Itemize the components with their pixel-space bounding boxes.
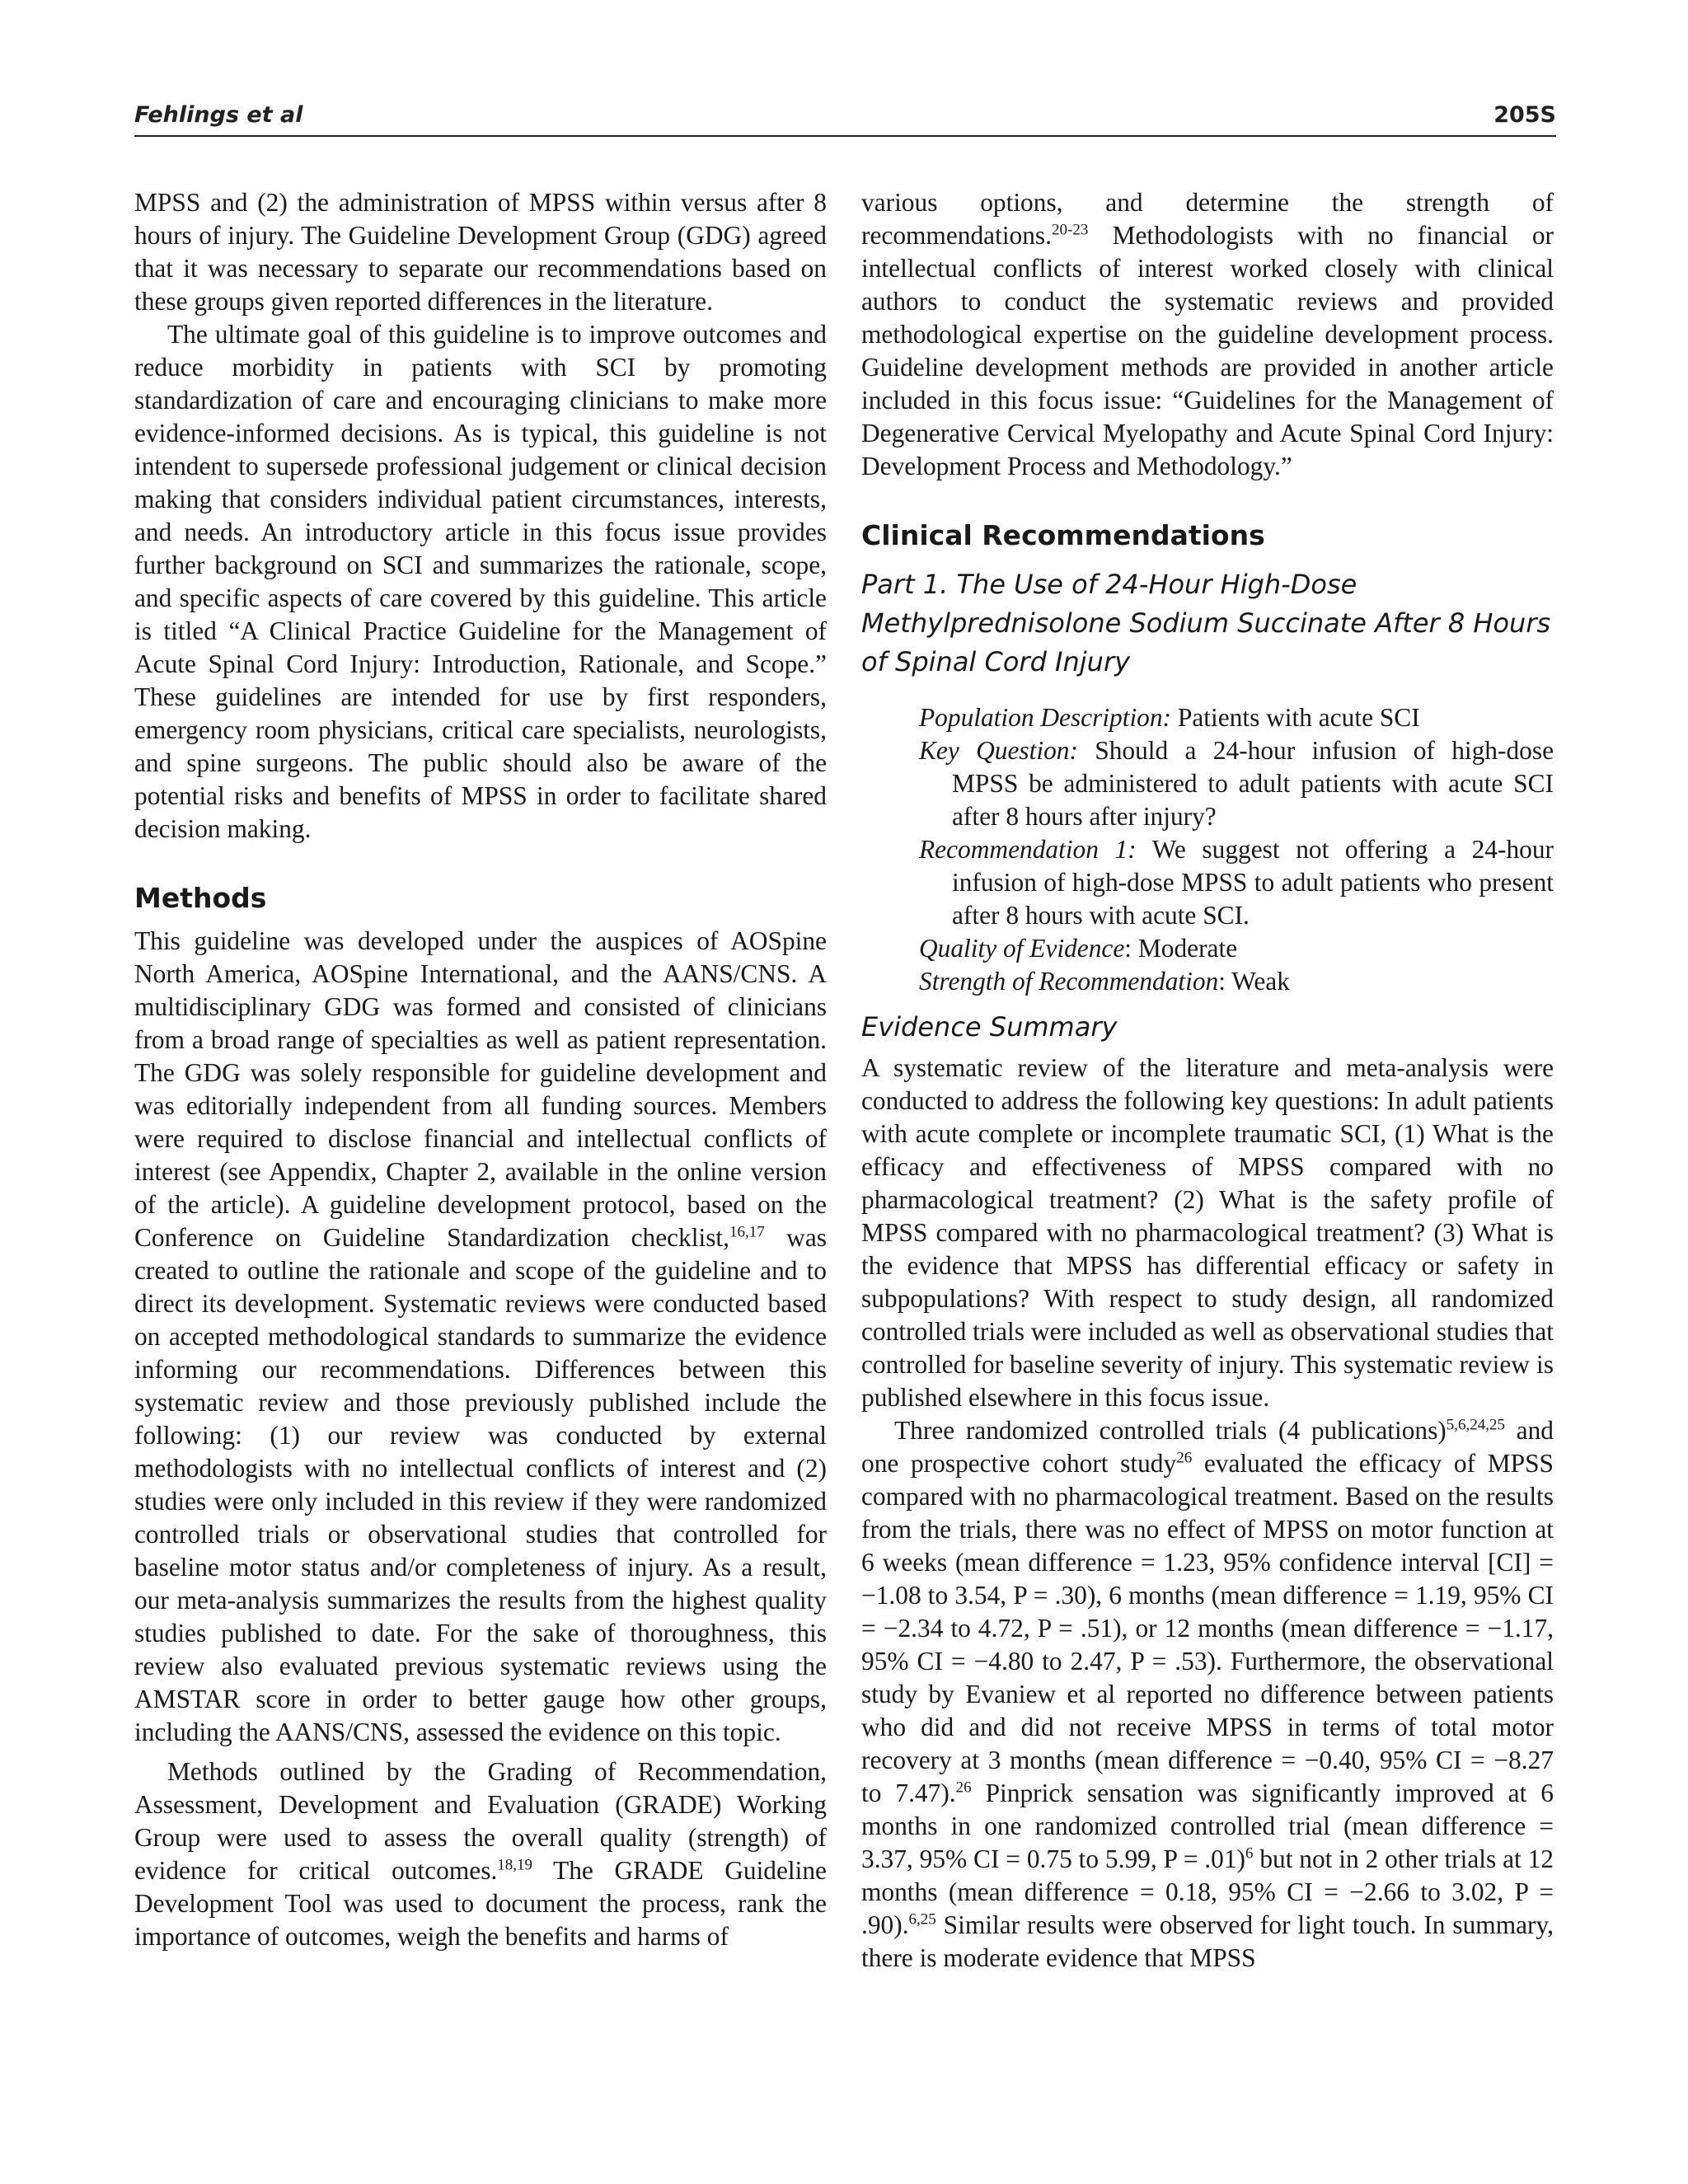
evidence-paragraph-2 [861, 1414, 1554, 1975]
citation-16-17: 16,17 [729, 1223, 765, 1241]
evidence-text-f: Similar results were observed for light touch. In summary, there is moderate evidence that MPSS [861, 1910, 1554, 1972]
cont-text-a: various options, and determine the strength of recommendations. [861, 188, 1554, 250]
evidence-text-d: Pinprick sensation was significantly improved at 6 months in one randomized controlled trial (mean difference = 3.37, 95% CI = 0.75 to 5.99, P = .01) [861, 1779, 1554, 1873]
recommendation-1-text: We suggest not offering a 24-hour infusion of high-dose MPSS to adult patients who present after 8 hours with acute SCI. [952, 835, 1554, 930]
key-question-label: Key Question: [919, 736, 1078, 765]
population-text: Patients with acute SCI [1177, 703, 1420, 732]
methods-paragraph [134, 925, 827, 1749]
grade-paragraph [134, 1755, 827, 1953]
strength-text: : Weak [1218, 967, 1290, 996]
grade-text-b: The GRADE Guideline Development Tool was used to document the process, rank the importance of outcomes, weigh the benefits and harms of [134, 1856, 827, 1951]
evidence-text-c: evaluated the efficacy of MPSS compared with no pharmacological treatment. Based on the results from the trials, there was no effect of MPSS on motor function at 6 weeks (mean difference = 1.23, 95% confidence interval [CI] = −1.08 to 3.54, P = .30), 6 months (mean difference = 1.19, 95% CI = −2.34 to 4.72, P = .51), or 12 months (mean difference = −1.17, 95% CI = −4.80 to 2.47, P = .53). Furthermore, the observational study by Evaniew et al reported no difference between patients who did and did not receive MPSS in terms of total motor recovery at 3 months (mean difference = −0.40, 95% CI = −8.27 to 7.47). [861, 1449, 1554, 1807]
evidence-text-a: Three randomized controlled trials (4 publications) [894, 1416, 1447, 1445]
right-column [861, 186, 1554, 1975]
methods-text-a: This guideline was developed under the auspices of AOSpine North America, AOSpine International, and the AANS/CNS. A multidisciplinary GDG was formed and consisted of clinicians from a broad range of specialties as well as patient representation. The GDG was solely responsible for guideline development and was editorially independent from all funding sources. Members were required to disclose financial and intellectual conflicts of interest (see Appendix, Chapter 2, available in the online version of the article). A guideline development protocol, based on the Conference on Guideline Standardization checklist, [134, 926, 827, 1252]
cont-text-b: Methodologists with no financial or intellectual conflicts of interest worked closely with clinical authors to conduct the systematic reviews and provided methodological expertise on the guideline development process. Guideline development methods are provided in another article included in this focus issue: “Guidelines for the Management of Degenerative Cervical Myelopathy and Acute Spinal Cord Injury: Development Process and Methodology.” [861, 221, 1554, 480]
grade-text-a: Methods outlined by the Grading of Recommendation, Assessment, Development and Evaluation (GRADE) Working Group were used to assess the overall quality (strength) of evidence for critical outcomes. [134, 1757, 827, 1885]
strength-label: Strength of Recommendation [919, 967, 1219, 996]
evidence-summary-heading: Evidence Summary [861, 1011, 1118, 1043]
methods-heading: Methods [134, 882, 267, 914]
citation-26a: 26 [1176, 1449, 1193, 1467]
citation-6: 6 [1245, 1844, 1254, 1863]
methods-paragraph-continued [861, 186, 1554, 483]
evidence-text-b: and one prospective cohort study [861, 1416, 1554, 1478]
header-page-number: 205S [1493, 102, 1556, 128]
methods-text-b: was created to outline the rationale and scope of the guideline and to direct its development. Systematic reviews were conducted based on accepted methodological standards to summarize the evidence informing our recommendations. Differences between this systematic review and those previously published include the following: (1) our review was conducted by external methodologists with no intellectual conflicts of interest and (2) studies were only included in this review if they were randomized controlled trials or observational studies that controlled for baseline motor status and/or completeness of injury. As a result, our meta-analysis summarizes the results from the highest quality studies published to date. For the sake of thoroughness, this review also evaluated previous systematic reviews using the AMSTAR score in order to better gauge how other groups, including the AANS/CNS, assessed the evidence on this topic. [134, 1223, 827, 1746]
citation-20-23: 20-23 [1052, 221, 1089, 239]
recommendation-1-line [919, 833, 1554, 932]
population-label: Population Description: [919, 703, 1172, 732]
citation-26b: 26 [955, 1779, 972, 1797]
key-question-text: Should a 24-hour infusion of high-dose MPSS be administered to adult patients with acute SCI after 8 hours after injury? [952, 736, 1554, 831]
evidence-paragraph-1: A systematic review of the literature and meta-analysis were conducted to address the following key questions: In adult patients with acute complete or incomplete traumatic SCI, (1) What is the efficacy and effectiveness of MPSS compared with no pharmacological treatment? (2) What is the safety profile of MPSS compared with no pharmacological treatment? (3) What is the evidence that MPSS has differential efficacy or safety in subpopulations? With respect to study design, all randomized controlled trials were included as well as observational studies that controlled for baseline severity of injury. This systematic review is published elsewhere in this focus issue. [861, 1053, 1554, 1412]
running-header [134, 99, 1556, 137]
goal-paragraph: The ultimate goal of this guideline is to improve outcomes and reduce morbidity in patients with SCI by promoting standardization of care and encouraging clinicians to make more evidence-informed decisions. As is typical, this guideline is not intendent to supersede professional judgement or clinical decision making that considers individual patient circumstances, interests, and needs. An introductory article in this focus issue provides further background on SCI and summarizes the rationale, scope, and specific aspects of care covered by this guideline. This article is titled “A Clinical Practice Guideline for the Management of Acute Spinal Cord Injury: Introduction, Rationale, and Scope.” These guidelines are intended for use by first responders, emergency room physicians, critical care specialists, neurologists, and spine surgeons. The public should also be aware of the potential risks and benefits of MPSS in order to facilitate shared decision making. [134, 320, 827, 843]
recommendation-1-label: Recommendation 1: [919, 835, 1137, 864]
citation-6-25: 6,25 [908, 1910, 936, 1929]
intro-paragraph-continued: MPSS and (2) the administration of MPSS within versus after 8 hours of injury. The Guideline Development Group (GDG) agreed that it was necessary to separate our recommendations based on these groups given reported differences in the literature. [134, 188, 827, 316]
key-question-line [919, 734, 1554, 833]
strength-line [919, 965, 1554, 998]
recommendation-block [919, 701, 1554, 998]
citation-18-19: 18,19 [497, 1856, 533, 1874]
header-authors: Fehlings et al [134, 102, 303, 128]
part1-heading: Part 1. The Use of 24-Hour High-Dose Methylprednisolone Sodium Succinate After 8 Hours of Spinal Cord Injury [861, 569, 1551, 677]
quality-label: Quality of Evidence [919, 934, 1125, 963]
left-column [134, 186, 827, 1953]
clinical-recommendations-heading: Clinical Recommendations [861, 519, 1265, 551]
evidence-text-e: but not in 2 other trials at 12 months (mean difference = 0.18, 95% CI = −2.66 to 3.02, P = .90). [861, 1844, 1554, 1939]
citation-5-6-24-25: 5,6,24,25 [1446, 1416, 1505, 1434]
population-line [919, 701, 1554, 734]
quality-text: : Moderate [1124, 934, 1238, 963]
quality-line [919, 932, 1554, 965]
